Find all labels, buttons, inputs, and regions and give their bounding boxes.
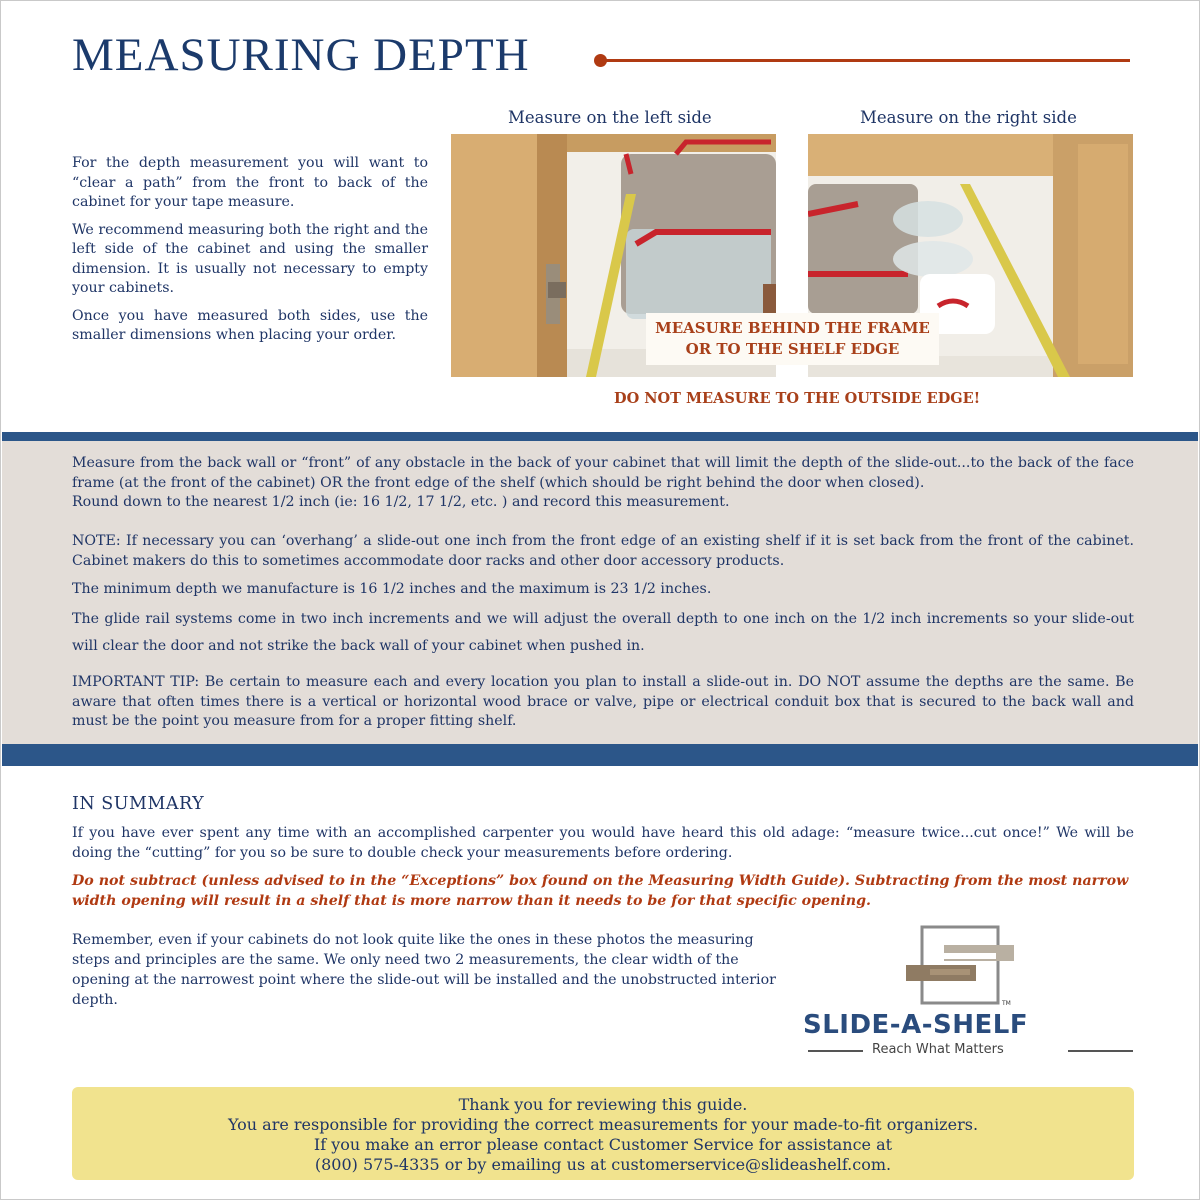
summary-warning: Do not subtract (unless advised to in the “Exceptions” box found on the Measuring Width Guide). Subtracting from the most narrow width opening will result in a shelf that is more narrow than it needs to be for that specific opening. [72,873,1129,909]
summary-paragraph-2: Remember, even if your cabinets do not look quite like the ones in these photos the measuring steps and principles are the same. We only need two 2 measurements, the clear width of the opening at the narrowest point where the slide-out will be installed and the unobstructed interior depth. [72,932,776,1008]
notice-line-2: You are responsible for providing the correct measurements for your made-to-fit organizers. [227,1115,979,1134]
details-note: NOTE: If necessary you can ‘overhang’ a slide-out one inch from the front edge of an existing shelf if it is set back from the front of the cabinet. Cabinet makers do this to sometimes accommodate door racks and other door accessory products. [72,533,1134,569]
logo-tm: TM [1002,1000,1011,1007]
notice-line-1: Thank you for reviewing this guide. [458,1095,748,1114]
intro-text [72,154,428,354]
details-min-max: The minimum depth we manufacture is 16 1/2 inches and the maximum is 23 1/2 inches. [72,581,712,597]
outside-edge-warning: DO NOT MEASURE TO THE OUTSIDE EDGE! [614,390,981,407]
intro-paragraph-1: For the depth measurement you will want to “clear a path” from the front to back of the cabinet for your tape measure. [72,155,428,210]
details-rounding: Round down to the nearest 1/2 inch (ie: 16 1/2, 17 1/2, etc. ) and record this measurement. [72,494,730,510]
slide-a-shelf-logo-icon [900,925,1020,1007]
band-bottom-rule [2,744,1198,766]
logo-tagline: Reach What Matters [872,1042,1004,1057]
notice-line-3: If you make an error please contact Customer Service for assistance at [313,1135,893,1154]
measure-behind-frame-label [646,313,939,365]
summary-paragraph-1: If you have ever spent any time with an accomplished carpenter you would have heard this old adage: “measure twice...cut once!” We will be doing the “cutting” for you so be sure to double check your measurements before ordering. [72,825,1134,861]
band-top-rule [2,432,1198,441]
notice-line-4: (800) 575-4335 or by emailing us at customerservice@slideashelf.com. [314,1155,892,1174]
right-photo-caption: Measure on the right side [860,108,1077,127]
intro-paragraph-2: We recommend measuring both the right and the left side of the cabinet and using the smaller dimension. It is usually not necessary to empty your cabinets. [72,221,428,296]
tagline-rule-left [808,1050,863,1052]
summary-heading: IN SUMMARY [72,794,205,814]
logo-tagline-wrap [808,1042,1133,1060]
intro-paragraph-3: Once you have measured both sides, use the smaller dimensions when placing your order. [72,307,428,343]
title-rule [605,59,1130,62]
frame-label-line-1: MEASURE BEHIND THE FRAME [655,319,930,337]
logo-wordmark: SLIDE-A-SHELF [803,1010,1029,1040]
tagline-rule-right [1068,1050,1133,1052]
page-title: MEASURING DEPTH [72,29,530,81]
frame-label-line-2: OR TO THE SHELF EDGE [685,340,900,358]
left-photo-caption: Measure on the left side [508,108,712,127]
details-important-tip: IMPORTANT TIP: Be certain to measure each and every location you plan to install a slide-out in. DO NOT assume the depths are the same. Be aware that often times there is a vertical or horizontal wood brace or valve, pipe or electrical conduit box that is secured to the back wall and must be the point you measure from for a proper fitting shelf. [72,674,1134,729]
details-paragraph-1: Measure from the back wall or “front” of any obstacle in the back of your cabinet that will limit the depth of the slide-out...to the back of the face frame (at the front of the cabinet) OR the front edge of the shelf (which should be right behind the door when closed). [72,455,1134,491]
customer-service-notice [72,1087,1134,1180]
details-glide-rails: The glide rail systems come in two inch increments and we will adjust the overall depth to one inch on the 1/2 inch increments so your slide-out will clear the door and not strike the back wall of your cabinet when pushed in. [72,611,1134,654]
